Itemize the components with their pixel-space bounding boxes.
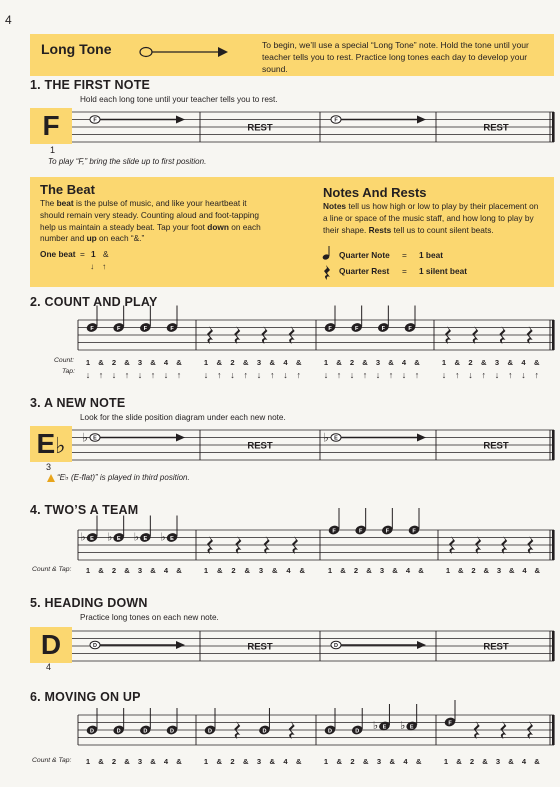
ex6-count-and: & <box>150 757 156 766</box>
ex6-count-and: & <box>389 757 395 766</box>
beat-text-part: on each “&.” <box>96 233 145 244</box>
one-beat-amp: & <box>103 249 109 259</box>
ex2-down-arrow-icon: ↓ <box>256 370 262 380</box>
ex3-footnote: “E♭ (E-flat)” is played in third position. <box>57 473 190 482</box>
ex3-title: 3. A NEW NOTE <box>30 396 126 410</box>
ex6-count-beat: 1 <box>203 757 209 766</box>
note-letter: D <box>116 728 121 735</box>
nr-text-line: a line or space of the music staff, and how long to play by <box>323 212 534 223</box>
beat-text-part: help us maintain a steady beat. Tap your foot <box>40 221 208 232</box>
ex2-count-and: & <box>454 358 460 367</box>
quarter-note-value: 1 beat <box>419 250 443 260</box>
note-letter: D <box>93 643 97 650</box>
ex2-up-arrow-icon: ↑ <box>243 370 248 380</box>
ex2-down-arrow-icon: ↓ <box>468 370 473 380</box>
ex4-count-beat: 2 <box>111 566 117 575</box>
ex4-count-label: Count & Tap: <box>32 566 72 573</box>
ex2-up-arrow-icon: ↑ <box>270 370 275 380</box>
ex1-rest-label-2: REST <box>483 122 509 134</box>
nr-text-bold: Rests <box>368 224 392 235</box>
ex2-up-arrow-icon: ↑ <box>508 370 513 380</box>
ex5-rest-label-1: REST <box>247 641 273 653</box>
ex2-count-and: & <box>481 358 487 367</box>
note-letter: F <box>381 325 386 332</box>
ex6-count-beat: 4 <box>521 757 527 766</box>
long-tone-arrowhead <box>176 434 185 442</box>
ex4-count-and: & <box>244 566 250 575</box>
ex2-count-and: & <box>388 358 394 367</box>
ex2-count-beat: 1 <box>203 358 209 367</box>
ex6-count-and: & <box>534 757 540 766</box>
note-letter: E <box>143 535 148 542</box>
note-letter: D <box>143 728 148 735</box>
note-letter: F <box>408 325 412 332</box>
ex4-count-beat: 4 <box>163 566 169 575</box>
ex5-note-tab: D <box>30 627 72 663</box>
ex2-up-arrow-icon: ↑ <box>414 370 420 380</box>
ex6-title: 6. MOVING ON UP <box>30 690 141 704</box>
ex4-count-beat: 2 <box>353 566 359 575</box>
note-letter: F <box>448 720 452 727</box>
ex2-down-arrow-icon: ↓ <box>283 370 288 380</box>
ex4-count-and: & <box>340 566 346 575</box>
ex6-count-and: & <box>363 757 369 766</box>
ex6-count-and: & <box>124 757 130 766</box>
ex2-down-arrow-icon: ↓ <box>163 370 169 380</box>
nr-text-part: tell us to count silent beats. <box>391 224 494 235</box>
note-letter: E <box>170 535 174 542</box>
ex2-down-arrow-icon: ↓ <box>521 370 526 380</box>
ex4-count-and: & <box>534 566 540 575</box>
ex6-count-beat: 2 <box>111 757 117 766</box>
ex6-count-and: & <box>176 757 182 766</box>
ex2-down-arrow-icon: ↓ <box>441 370 447 380</box>
ex6-count-and: & <box>296 757 302 766</box>
ex4-count-and: & <box>272 566 278 575</box>
ex2-count-and: & <box>124 358 130 367</box>
ex2-count-and: & <box>507 358 513 367</box>
final-barline-thick <box>552 530 555 560</box>
flat-symbol: ♭ <box>372 720 379 732</box>
ex2-down-arrow-icon: ↓ <box>203 370 209 380</box>
ex4-count-beat: 1 <box>445 566 451 575</box>
ex4-count-beat: 2 <box>231 566 236 575</box>
ex2-up-arrow-icon: ↑ <box>124 370 130 380</box>
ex2-down-arrow-icon: ↓ <box>323 370 329 380</box>
beat-text-bold: down <box>207 221 229 232</box>
ex2-count-beat: 4 <box>163 358 169 367</box>
ex2-up-arrow-icon: ↑ <box>481 370 486 380</box>
ex2-count-beat: 3 <box>256 358 262 367</box>
one-beat-eq: = <box>80 249 85 259</box>
down-arrow-icon: ↓ <box>90 261 95 271</box>
note-letter: D <box>170 728 174 735</box>
ex6-count-and: & <box>243 757 249 766</box>
long-tone-title: Long Tone <box>41 41 112 57</box>
flat-symbol: ♭ <box>107 531 113 544</box>
ex4-count-beat: 4 <box>405 566 411 575</box>
ex5-title: 5. HEADING DOWN <box>30 596 148 610</box>
note-letter: F <box>332 528 336 535</box>
ex4-count-beat: 1 <box>327 566 333 575</box>
note-letter: F <box>412 528 416 535</box>
ex2-count-beat: 4 <box>521 358 526 367</box>
note-letter: E <box>334 435 338 442</box>
note-letter: F <box>116 325 121 332</box>
long-tone-arrowhead <box>176 116 185 124</box>
one-beat-one: 1 <box>91 249 96 259</box>
flat-symbol: ♭ <box>55 433 66 458</box>
beat-text-part: is the pulse of music, and like your heartbeat it <box>73 198 247 208</box>
ex2-up-arrow-icon: ↑ <box>217 370 222 380</box>
note-letter: D <box>328 728 332 735</box>
ex2-count-and: & <box>296 358 302 367</box>
ex6-count-and: & <box>508 757 514 766</box>
ex6-count-beat: 3 <box>256 757 262 766</box>
ex2-tap-label: Tap: <box>62 368 75 375</box>
flat-symbol: ♭ <box>160 531 166 544</box>
ex3-rest-label-2: REST <box>483 440 509 452</box>
ex1-instruction: Hold each long tone until your teacher tells you to rest. <box>80 95 278 104</box>
ex5-instruction: Practice long tones on each new note. <box>80 613 219 622</box>
long-tone-description: To begin, we’ll use a special “Long Tone” note. Hold the tone until your teacher tells you to rest. Practice long tones each day to develop your sound. <box>262 40 529 74</box>
ex2-up-arrow-icon: ↑ <box>388 370 394 380</box>
ex6-count-beat: 4 <box>403 757 408 766</box>
ex6-count-label: Count & Tap: <box>32 757 72 764</box>
note-letter: E <box>409 724 414 731</box>
long-tone-arrowhead <box>417 641 426 649</box>
note-letter: F <box>90 325 94 332</box>
note-letter: E <box>116 535 121 542</box>
ex2-count-and: & <box>150 358 156 367</box>
note-letter: E <box>90 535 94 542</box>
ex6-count-beat: 2 <box>350 757 355 766</box>
ex2-down-arrow-icon: ↓ <box>494 370 500 380</box>
ex1-slide-position: 1 <box>50 145 56 155</box>
ex3-note-letter: E <box>36 428 56 459</box>
ex4-count-beat: 2 <box>471 566 476 575</box>
note-letter: E <box>93 435 97 442</box>
ex6-count-beat: 1 <box>443 757 449 766</box>
ex4-count-beat: 3 <box>137 566 143 575</box>
ex2-count-beat: 2 <box>349 358 355 367</box>
ex6-count-beat: 4 <box>163 757 169 766</box>
ex1-title: 1. THE FIRST NOTE <box>30 78 151 92</box>
final-barline-thick <box>552 631 555 661</box>
ex2-up-arrow-icon: ↑ <box>362 370 368 380</box>
ex6-count-beat: 1 <box>85 757 91 766</box>
note-letter: F <box>170 325 174 332</box>
ex4-count-and: & <box>366 566 372 575</box>
flat-symbol: ♭ <box>82 430 88 445</box>
quarter-rest-eq: = <box>402 266 407 276</box>
up-arrow-icon: ↑ <box>102 261 107 271</box>
note-letter: D <box>355 728 360 735</box>
ex2-count-and: & <box>176 358 182 367</box>
beat-text-line: should remain very steady. Counting aloud and foot-tapping <box>40 209 259 220</box>
note-letter: D <box>262 728 267 735</box>
note-letter: F <box>328 325 332 332</box>
ex2-count-beat: 1 <box>85 358 91 367</box>
ex1-rest-label-1: REST <box>247 122 273 134</box>
ex6-count-and: & <box>269 757 275 766</box>
note-letter: F <box>334 117 338 124</box>
ex1-note-tab: F <box>30 108 72 144</box>
ex6-count-and: & <box>98 757 104 766</box>
ex4-title: 4. TWO’S A TEAM <box>30 503 139 517</box>
quarter-note-eq: = <box>402 250 407 260</box>
final-barline-thick <box>552 320 555 350</box>
ex6-count-beat: 2 <box>469 757 475 766</box>
ex2-count-beat: 2 <box>230 358 235 367</box>
ex3-rest-label-1: REST <box>247 440 273 452</box>
final-barline-thick <box>552 112 555 142</box>
nr-text-part: their shape. <box>323 224 369 235</box>
ex4-count-and: & <box>418 566 424 575</box>
nr-text-bold: Notes <box>323 201 347 211</box>
ex2-up-arrow-icon: ↑ <box>534 370 539 380</box>
ex6-count-beat: 4 <box>283 757 288 766</box>
ex2-count-beat: 3 <box>137 358 143 367</box>
ex6-count-and: & <box>336 757 342 766</box>
ex2-up-arrow-icon: ↑ <box>296 370 301 380</box>
ex4-count-beat: 1 <box>85 566 91 575</box>
ex2-count-beat: 4 <box>401 358 407 367</box>
ex2-down-arrow-icon: ↓ <box>401 370 407 380</box>
note-letter: E <box>382 724 387 731</box>
ex2-count-beat: 1 <box>323 358 329 367</box>
note-letter: D <box>334 643 338 650</box>
long-tone-arrowhead <box>417 434 426 442</box>
ex6-count-and: & <box>456 757 462 766</box>
ex2-down-arrow-icon: ↓ <box>349 370 355 380</box>
ex6-count-beat: 2 <box>230 757 235 766</box>
quarter-rest-value: 1 silent beat <box>419 266 467 276</box>
ex4-count-beat: 3 <box>258 566 264 575</box>
ex2-count-label: Count: <box>54 357 75 364</box>
note-letter: D <box>208 728 212 735</box>
ex2-down-arrow-icon: ↓ <box>85 370 91 380</box>
ex2-count-beat: 3 <box>494 358 500 367</box>
ex2-down-arrow-icon: ↓ <box>375 370 381 380</box>
ex2-up-arrow-icon: ↑ <box>336 370 342 380</box>
ex4-count-beat: 3 <box>496 566 502 575</box>
ex2-count-beat: 3 <box>375 358 381 367</box>
flat-symbol: ♭ <box>323 430 329 445</box>
ex2-down-arrow-icon: ↓ <box>111 370 117 380</box>
ex4-count-and: & <box>217 566 223 575</box>
ex4-count-and: & <box>299 566 305 575</box>
flat-symbol: ♭ <box>400 720 406 732</box>
ex4-count-and: & <box>483 566 489 575</box>
ex4-count-beat: 4 <box>522 566 527 575</box>
ex2-count-and: & <box>216 358 222 367</box>
ex6-count-and: & <box>416 757 422 766</box>
ex4-count-beat: 4 <box>286 566 291 575</box>
note-letter: F <box>385 528 390 535</box>
ex2-count-and: & <box>534 358 540 367</box>
page-number: 4 <box>5 13 12 27</box>
ex4-count-beat: 3 <box>379 566 385 575</box>
ex4-count-and: & <box>509 566 515 575</box>
beat-text-bold: beat <box>56 198 74 208</box>
quarter-rest-label: Quarter Rest <box>339 266 390 276</box>
beat-text-part: number and <box>40 233 87 244</box>
ex2-up-arrow-icon: ↑ <box>98 370 104 380</box>
ex2-down-arrow-icon: ↓ <box>230 370 235 380</box>
beat-text-part: on each <box>228 221 261 232</box>
note-letter: D <box>90 728 94 735</box>
final-barline-thick <box>552 430 555 460</box>
ex6-count-and: & <box>216 757 222 766</box>
ex2-count-and: & <box>269 358 275 367</box>
note-letter: F <box>143 325 148 332</box>
ex4-count-and: & <box>150 566 156 575</box>
one-beat-label: One beat <box>40 249 76 259</box>
ex4-count-and: & <box>392 566 398 575</box>
ex2-title: 2. COUNT AND PLAY <box>30 295 158 309</box>
ex3-instruction: Look for the slide position diagram under each new note. <box>80 413 286 422</box>
ex6-count-beat: 1 <box>323 757 329 766</box>
notes-rests-title: Notes And Rests <box>323 185 427 200</box>
flat-symbol: ♭ <box>133 531 139 544</box>
ex6-count-beat: 3 <box>376 757 382 766</box>
note-letter: F <box>358 528 363 535</box>
beat-text-part: The <box>40 198 57 208</box>
ex3-slide-position: 3 <box>46 462 52 472</box>
beat-text-bold: up <box>86 233 97 244</box>
flat-symbol: ♭ <box>80 531 86 544</box>
ex2-count-and: & <box>243 358 249 367</box>
ex6-count-beat: 3 <box>495 757 501 766</box>
ex2-up-arrow-icon: ↑ <box>150 370 156 380</box>
ex4-count-beat: 1 <box>203 566 209 575</box>
ex6-count-and: & <box>482 757 488 766</box>
ex2-count-beat: 1 <box>441 358 447 367</box>
ex4-count-and: & <box>124 566 130 575</box>
ex4-count-and: & <box>458 566 464 575</box>
ex2-count-and: & <box>336 358 342 367</box>
ex5-rest-label-2: REST <box>483 641 509 653</box>
ex2-count-and: & <box>98 358 104 367</box>
ex6-count-beat: 3 <box>137 757 143 766</box>
note-letter: F <box>93 117 97 124</box>
ex2-count-and: & <box>414 358 420 367</box>
ex2-count-and: & <box>362 358 368 367</box>
ex2-count-beat: 2 <box>468 358 473 367</box>
final-barline-thick <box>552 715 555 745</box>
ex5-slide-position: 4 <box>46 662 52 672</box>
ex4-count-and: & <box>98 566 104 575</box>
long-tone-arrowhead <box>176 641 185 649</box>
long-tone-arrowhead <box>417 116 426 124</box>
ex1-footnote: To play “F,” bring the slide up to first position. <box>48 157 207 166</box>
ex2-count-beat: 4 <box>283 358 288 367</box>
ex2-count-beat: 2 <box>111 358 117 367</box>
nr-text-part: tell us how high or low to play by their placement on <box>346 201 539 211</box>
ex4-count-and: & <box>176 566 182 575</box>
ex2-up-arrow-icon: ↑ <box>176 370 182 380</box>
note-letter: F <box>354 325 359 332</box>
beat-title: The Beat <box>40 182 95 197</box>
ex2-up-arrow-icon: ↑ <box>455 370 460 380</box>
ex2-down-arrow-icon: ↓ <box>137 370 143 380</box>
quarter-note-label: Quarter Note <box>339 250 390 260</box>
